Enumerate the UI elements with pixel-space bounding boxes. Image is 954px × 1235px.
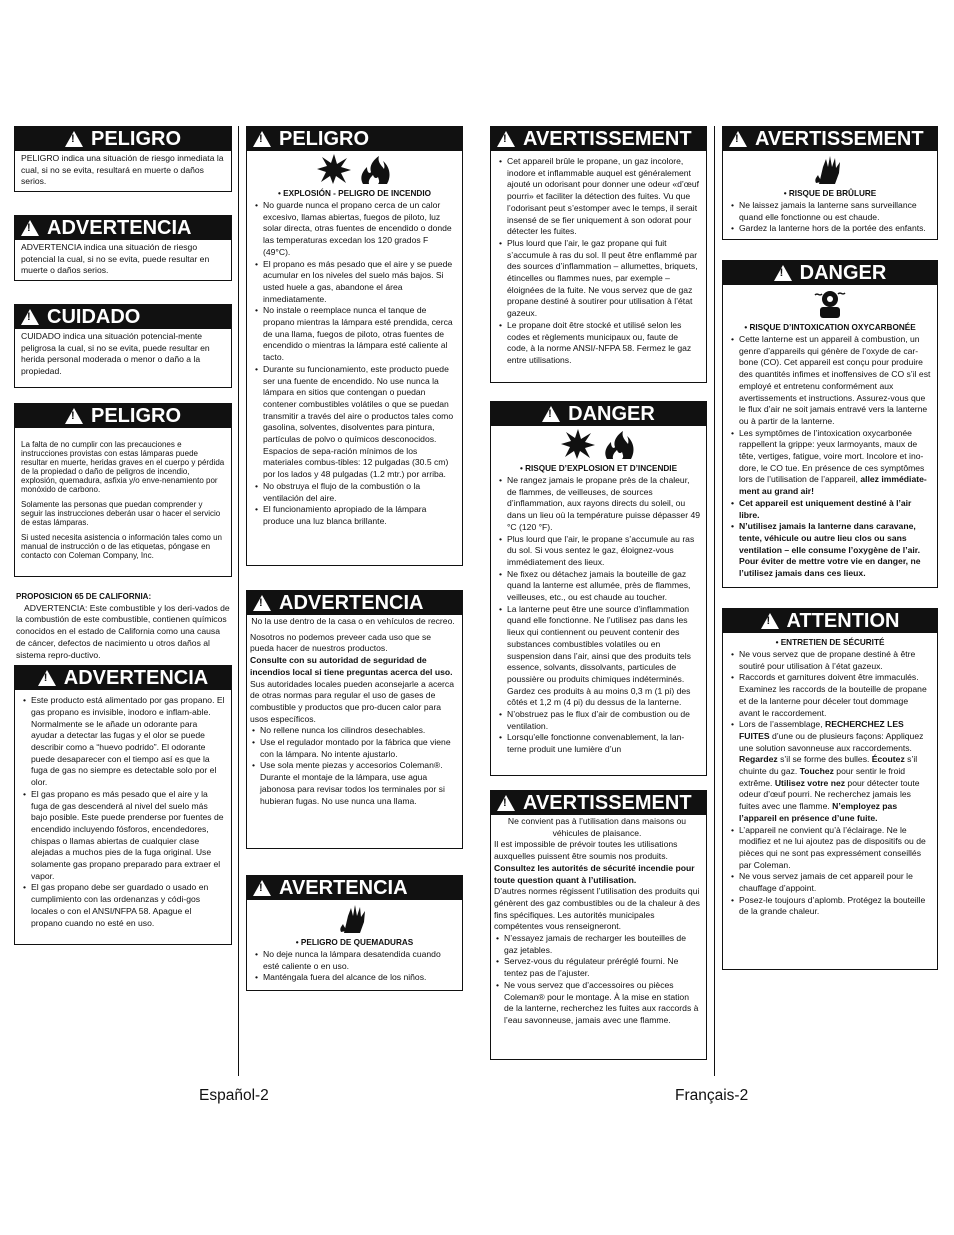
peligro-general-box [14,403,232,577]
warning-triangle-icon [21,220,39,236]
prop65-text: ADVERTENCIA: Este combustible y los deri-vados de la combustión de este combustible, contienen químicos conocidos en el estado de California como una causa de cáncer, defectos de nacimiento u otros daños al sistema repro-ductivo. [16,602,230,660]
column-fr-1 [490,126,707,1060]
attention-text: Lors de l’assemblage, [739,719,823,730]
column-divider-left [238,126,239,1076]
attention-bold: N’employez pas l’appareil en présence d’une fuite. [739,801,898,823]
attention-text: s’il chuinte du gaz. [739,754,918,777]
cuidado-title: CUIDADO [47,306,141,328]
warning-triangle-icon [542,406,560,422]
attention-header [723,609,937,633]
avertissement-propane-box [490,126,707,383]
avertissement-use-title: AVERTISSEMENT [523,792,692,814]
explosion-icon [560,428,596,460]
list-item: • Cet appareil est uniquement destiné à l’air libre. [739,498,931,521]
page-footer-fr: Français-2 [675,1087,749,1104]
advertencia-header [15,216,231,240]
attention-bold: Regardez [739,754,778,765]
list-item: • Use el regulador montado por la fábrica que viene con la lámpara. No intente ajustarlo. [260,737,456,760]
peligro-fire-box [246,126,463,566]
avertissement-burn-title: AVERTISSEMENT [755,128,924,150]
warning-triangle-icon [65,131,83,147]
list-item: • Ne vous servez que d’accessoires ou pièces Coleman® pour le montage. À la mise en station de la lanterne, recherchez les fuites aux raccords à l’eau savonneuse, jamais avec une flamme. [504,980,700,1027]
list-item: • Le propane doit être stocké et utilisé selon les codes et règlements municipaux ou, faute de code, à la norme ANSI/-NFPA 58. Fermez le gaz entre utilisations. [507,320,700,367]
attention-bold: Écoutez [871,754,905,765]
list-item: • Plus lourd que l’air, le gaz propane qui fuit s’accumule à ras du sol. Il peut être enflammé par des sources d’inflammation – allumettes, briquets, étincelles ou flammes nues, par exemple – éloignées de la fuite. Ne vous servez que de gaz propane destiné à soutirer pour utilisation à l’état gazeux. [507,238,700,320]
warning-triangle-icon [497,795,515,811]
warning-triangle-icon [253,880,271,896]
danger-co-box [722,260,938,588]
prop65-section [14,591,232,661]
advertencia-propane-box [14,665,232,945]
avertencia-title: AVERTENCIA [279,877,408,899]
burn-caption: • PELIGRO DE QUEMADURAS [295,938,414,947]
danger-co-header [723,261,937,285]
attention-text: d’une ou de plusieurs façons: Appliquez une solution savonneuse aux raccordements. [739,730,924,753]
list-item: • No deje nunca la lámpara desatendida cuando esté caliente o en uso. [263,949,456,972]
warning-triangle-icon [497,131,515,147]
list-item: • Plus lourd que l’air, le propane s’accumule au ras du sol. Si vous sentez le gaz, éloignez-vous immédiatement des lieux. [507,534,700,569]
avertissement-use-p1-bold: Consultez les autorités de sécurité incendie pour toute question quant à l’utilisation. [494,862,695,885]
fire-icon [357,153,393,185]
hazard-icons [491,428,706,462]
avertencia-burn-box [246,875,463,991]
advertencia-use-header [247,591,462,615]
warning-triangle-icon [21,309,39,325]
list-item [739,428,931,498]
warning-triangle-icon [38,670,56,686]
warning-triangle-icon [253,595,271,611]
column-es-2 [246,126,463,991]
list-item: • El funcionamiento apropiado de la lámpara produce una luz blanca brillante. [263,504,456,527]
list-item: • L’appareil ne convient qu’à l’éclairage. Ne le modifiez et ne lui ajoutez pas de dispositifs ou de pièces qui ne sont pas expressément conseillés par Coleman. [739,825,931,872]
peligro-general-p1: La falta de no cumplir con las precauciones e instrucciones provistas con estas lámparas puede resultar en muerte, heridas graves en el cuerpo y pérdida de la propiedad o daño de peligros de incendio, explosión, quemadura, asfixia y/o enve-nenamiento por monóxido de carbono. [21,440,225,494]
warning-triangle-icon [729,131,747,147]
column-divider-right [714,126,715,1076]
co-symptoms-bold: allez immédiate-ment au grand air! [739,474,927,497]
warning-triangle-icon [774,265,792,281]
attention-bold: RECHERCHEZ LES FUITES [739,719,904,741]
advertencia-use-title: ADVERTENCIA [279,592,424,614]
list-item: • No obstruya el flujo de la combustión o la ventilación del aire. [263,481,456,504]
peligro-fire-header [247,127,462,151]
list-item: • El propano es más pesado que el aire y se puede acumular en los niveles del suelo más bajos. Si usted huele a gas, abandone el área inmediatamente. [263,259,456,306]
attention-text: s’il se forme des bulles. [780,754,870,765]
warning-triangle-icon [65,408,83,424]
peligro-title: PELIGRO [90,128,181,150]
avertissement-use-header [491,791,706,815]
hazard-icons [247,153,462,187]
cuidado-definition: CUIDADO indica una situación potencial-mente peligrosa la cual, si no se evita, puede resultar en herida personal moderada o menor o daño a la propiedad. [21,331,210,377]
list-item: • Ne rangez jamais le propane près de la chaleur, de flammes, de veilleuses, de sources d’inflammation, aux rayons directs du soleil, ou dans un lieu où la température puisse dépasser 49 °C (120 °F). [507,475,700,534]
avertencia-header [247,876,462,900]
attention-bold: Utilisez votre nez [774,777,846,788]
attention-box [722,608,938,970]
list-item: • Ne laissez jamais la lanterne sans surveillance quand elle fonctionne ou est chaude. [739,200,931,223]
list-item: • Use sola mente piezas y accesorios Coleman®. Durante el montaje de la lámpara, use agua jabonosa para revisar todos los terminales por si hubieran fugas. No use nunca una llama. [260,760,456,807]
advertencia-use-p1-bold: Consulte con su autoridad de seguridad de incendios local si tiene preguntas acerca del uso. [250,655,453,677]
peligro-definition-box [14,126,232,192]
peligro-header [15,127,231,151]
burn-hand-icon [338,902,372,934]
avertissement-use-p2: D’autres normes régissent l’utilisation des produits qui génèrent des gaz combustibles ou de la chaleur à des fins spécifiques. Les autorités municipales compétentes vous renseigneront. [494,886,700,932]
advertencia-title: ADVERTENCIA [47,217,192,239]
advertencia-use-p2: Sus autoridades locales pueden aconsejarle a acerca de otras normas para regular el uso de gases de combustible y productos que pro-ducen calor para usos específicos. [250,678,454,724]
list-item: • Ne vous servez que de propane destiné à être soutiré pour utilisation à l’état gazeux. [739,649,931,672]
burn-icons [247,902,462,936]
list-item: • Gardez la lanterne hors de la portée des enfants. [739,223,931,235]
advertencia-use-p1: Nosotros no podemos preveer cada uso que se pueda hacer de nuestros productos. [250,631,432,654]
co-symptoms-text: Les symptômes de l’intoxication oxycarbonée rappellent la grippe: yeux larmoyants, maux de tête, vertiges, fatigue, voire mort. Incolore et ino-dore, le CO tue. En présence de ces symptômes lors de l’utilisation de l’appareil, [739,427,925,485]
avertissement-use-p1: Il est impossible de prévoir toutes les utilisations auxquelles puissent être soumis nos produits. [494,839,678,862]
avertissement-use-box [490,790,707,1060]
warning-triangle-icon [253,131,271,147]
list-item: • El gas propano debe ser guardado o usado en cumplimiento con las ordenanzas y códi-gos locales o con el ANSI/NFPA 58. Apague el propano cuando no esté en uso. [31,882,225,929]
list-item: • Manténgala fuera del alcance de los niños. [263,972,456,984]
danger-title: DANGER [568,403,655,425]
peligro-general-p3: Si usted necesita asistencia o información tales como un manual de instrucción o de las etiquetas, póngase en contacto con Coleman Company, Inc. [21,533,222,560]
list-item: • Cet appareil brûle le propane, un gaz incolore, inodore et inflammable auquel est généralement ajouté un odorisant pour donner une odeur «d’œuf pourri» et faciliter la détection des fuites. Vu que l’odorisant peut s’estomper avec le temps, il serait insensé de se fier uniquement à son odorat pour détecter les fuites. [507,156,700,238]
list-item: • No rellene nunca los cilindros desechables. [260,725,456,737]
list-item [739,719,931,824]
co-poisoning-icon [813,287,847,319]
attention-text: pour sentir le froid extrême. [739,766,906,788]
prop65-heading: PROPOSICION 65 DE CALIFORNIA: [16,592,152,601]
avertissement-title: AVERTISSEMENT [523,128,692,150]
avertissement-burn-box [722,126,938,240]
burn-caption: • RISQUE DE BRÛLURE [783,189,877,198]
danger-header [491,402,706,426]
danger-co-title: DANGER [799,262,887,284]
attention-text: pour détecter toute odeur d’œuf pourri. Ne recherchez jamais les fuites avec une flamme. [739,777,920,812]
list-item: • Posez-le toujours d’aplomb. Protégez la bouteille de la grande chaleur. [739,895,931,918]
list-item: • La lanterne peut être une source d’inflammation quand elle fonctionne. Ne l’utilisez pas dans les lieux qui contiennent ou peuvent contenir des substances combustibles volatiles ou en suspension dans l’air, ainsi que des produits tels essence, solvants, dissolvants, particules de poussière ou produits chimiques indéterminés. Gardez ces produits à au moins 0,3 m (1 pi) des côtés et 1,2 m (4 pi) du dessus de la lanterne. [507,604,700,709]
advertencia-definition-box [14,215,232,281]
list-item: • Lorsqu’elle fonctionne convenablement, la lan-terne produit une lumière d’un [507,732,700,755]
list-item: • Durante su funcionamiento, este producto puede ser una fuente de encendido. No use nunca la lámpara en sitios que contengan o puedan contener combustibles volátiles o que se puedan transmitir a través del aire o productos tales como gasolina, solventes, disolventes para pintura, partículas de polvo o químicos desconocidos. Espacios de sepa-ración mínimos de los materiales combus-tibles: 12 pulgadas (30.5 cm) por los lados y 48 pulgadas (1.2 mtr.) por arriba. [263,364,456,481]
list-item: • No guarde nunca el propano cerca de un calor excesivo, llamas abiertas, fuegos de piloto, luz solar directa, otras fuentes de encendido o donde las temperaturas excedan los 120 grados F (49°C). [263,200,456,259]
advertencia-use-intro: No la use dentro de la casa o en vehículos de recreo. [251,616,455,626]
co-caption: • RISQUE D’INTOXICATION OXYCARBONÉE [744,323,916,332]
list-item: • Este producto está alimentado por gas propano. El gas propano es invisible, inodoro e inflam-able. Normalmente se le añade un odorante para ayudar a detectar las fugas y el olor se puede describir como a “huevo podrido”. El odorante puede desaparecer con el tiempo así es que la fuga de gas no siempre es detectable solo por el olor. [31,695,225,789]
peligro-definition: PELIGRO indica una situación de riesgo inmediata la cual, si no se evita, resultará en muerte o daños serios. [21,153,224,187]
co-icons [723,287,937,321]
explosion-caption: • EXPLOSIÓN - PELIGRO DE INCENDIO [278,189,431,198]
list-item: • El gas propano es más pesado que el aire y la fuga de gas descenderá al nivel del suelo más bajo posible. Este puede prenderse por fuentes de encendido incluyendo fósforos, encendedores, chispas o llamas abiertas de cualquier clase alejadas a muchos pies de la fuga original. Use solamente gas propano preparado para extraer el vapor. [31,789,225,883]
peligro-fire-title: PELIGRO [279,128,370,150]
peligro-general-header [15,404,231,428]
cuidado-definition-box [14,304,232,388]
advertencia-definition: ADVERTENCIA indica una situación de riesgo potencial la cual, si no se evita, puede resultar en muerte o daños serios. [21,242,210,276]
list-item: • Raccords et garnitures doivent être immaculés. Examinez les raccords de la bouteille de propane et de la lanterne pour déceler tout dommage avant le raccordement. [739,672,931,719]
page-footer-es: Español-2 [199,1087,269,1104]
column-es-1 [14,126,232,945]
burn-icons [723,153,937,187]
list-item: • Cette lanterne est un appareil à combustion, un genre d’appareils qui génère de l’oxyde de car-bone (CO). Cet appareil est conçu pour produire des quantités infimes et inoffensives de CO s’il est employé et entretenu conformément aux avertissements et instructions. Assurez-vous que le flux d’air ne soit jamais entravé vers la lanterne ou à partir de la lanterne. [739,334,931,428]
attention-caption: • ENTRETIEN DE SÉCURITÉ [775,638,885,647]
avertissement-header [491,127,706,151]
cuidado-header [15,305,231,329]
column-fr-2 [722,126,938,970]
list-item: • No instale o reemplace nunca el tanque de propano mientras la lámpara esté prendida, cerca de una llama, fuegos de piloto, otras fuentes de encendido o mientras la lámpara esté caliente al tacto. [263,305,456,364]
danger-fire-box [490,401,707,776]
advertencia-propane-header [15,666,231,690]
warning-triangle-icon [761,613,779,629]
list-item: • N’essayez jamais de recharger les bouteilles de gaz jetables. [504,933,700,956]
explosion-caption: • RISQUE D’EXPLOSION ET D’INCENDIE [519,464,678,473]
peligro-general-p2: Solamente las personas que puedan comprender y seguir las instrucciones deberán usar o hacer el servicio de estas lámparas. [21,500,221,527]
list-item: • N’obstruez pas le flux d’air de combustion ou de ventilation. [507,709,700,732]
attention-title: ATTENTION [786,610,900,632]
list-item: • Ne fixez ou détachez jamais la bouteille de gaz quand la lanterne est allumée, près de flammes, veilleuses, etc., ou est chaude au toucher. [507,569,700,604]
list-item: • N’utilisez jamais la lanterne dans caravane, tente, véhicule ou autre lieu clos ou sans ventilation – elle consume l’oxygène de l’air. Pour éviter de mettre votre vie en danger, ne l’utilisez jamais dans ces lieux. [739,521,931,580]
list-item: • Ne vous servez jamais de cet appareil pour le chauffage d’appoint. [739,871,931,894]
list-item: • Servez-vous du régulateur préréglé fourni. Ne tentez pas de l’ajuster. [504,956,700,979]
advertencia-use-box [246,590,463,849]
explosion-icon [316,153,352,185]
advertencia-propane-title: ADVERTENCIA [63,667,209,690]
avertissement-use-intro: Ne convient pas à l’utilisation dans maisons ou véhicules de plaisance. [507,816,687,838]
burn-hand-icon [813,153,847,185]
avertissement-burn-header [723,127,937,151]
peligro-general-title: PELIGRO [90,405,181,427]
fire-icon [601,428,637,460]
attention-bold: Touchez [799,766,834,777]
